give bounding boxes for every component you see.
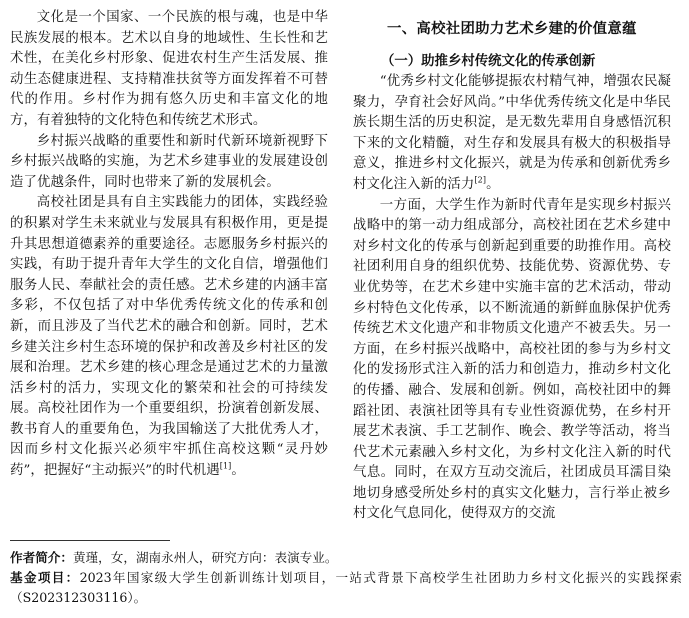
body-paragraph: 文化是一个国家、一个民族的根与魂，也是中华民族发展的根本。艺术以自身的地域性、生长性和艺术性，在美化乡村形象、促进农村生产生活发展、推动生态健康进程、支持精准扶贫等方面发挥着不可替代的作用。乡村作为拥有悠久历史和丰富文化的地方，有着独特的文化特色和传统艺术形式。 [10, 10, 328, 128]
author-note [10, 548, 682, 568]
section-title: 一、高校社团助力艺术乡建的价值意蕴 [387, 21, 637, 37]
author-text: 黄瑾，女，湖南永州人，研究方向：表演专业。 [72, 550, 338, 565]
citation-ref: [2] [474, 175, 487, 185]
right-column [353, 8, 671, 525]
body-paragraph: 乡村振兴战略的重要性和新时代新环境新视野下乡村振兴战略的实施，为艺术乡建事业的发展建设创造了优越条件，同时也带来了新的发展机会。 [10, 133, 328, 190]
paragraph-text: “优秀乡村文化能够提振农村精气神，增强农民凝聚力，孕育社会好风尚。”中华优秀传统文化是中华民族长期生活的历史积淀，是无数先辈用自身感悟沉积下来的文化精髓，对生存和发展具有极大的积极指导意义，推进乡村文化振兴，就是为传承和创新优秀乡村文化注入新的活力 [353, 74, 671, 192]
paragraph-tail: 。 [231, 463, 245, 479]
subsection-title: （一）助推乡村传统文化的传承创新 [381, 53, 596, 69]
body-paragraph: 一方面，大学生作为新时代青年是实现乡村振兴战略中的第一动力组成部分，高校社团在艺术乡建中对乡村文化的传承与创新起到重要的助推作用。高校社团利用自身的组织优势、技能优势、资源优势、专业优势等，在艺术乡建中实施丰富的艺术活动，带动乡村特色文化传承，以不断流通的新鲜血脉保护优秀传统艺术文化遗产和非物质文化遗产不被丢失。另一方面，在乡村振兴战略中，高校社团的参与为乡村文化的发扬形式注入新的活力和创造力，推动乡村文化的传播、融合、发展和创新。例如，高校社团中的舞蹈社团、表演社团等具有专业性资源优势，在乡村开展艺术表演、手工艺制作、晚会、教学等活动，将当代艺术元素融入乡村文化，为乡村文化注入新的时代气息。同时，在双方互动交流后，社团成员耳濡目染地切身感受所处乡村的真实文化魅力，言行举止被乡村文化气息同化，使得双方的交流 [353, 197, 671, 522]
fund-text: 2023年国家级大学生创新训练计划项目，一站式背景下高校学生社团助力乡村文化振兴的实践探索（S202312303116）。 [10, 570, 682, 605]
citation-ref: [1] [219, 461, 232, 471]
left-column [10, 8, 328, 482]
fund-note [10, 568, 682, 608]
body-paragraph [353, 72, 671, 196]
paragraph-text: 高校社团是具有自主实践能力的团体，实践经验的积累对学生未来就业与发展具有积极作用，更是提升其思想道德素养的重要途径。志愿服务乡村振兴的实践，有助于提升青年大学生的文化自信，增强他们服务人民、奉献社会的责任感。艺术乡建的内涵丰富多彩，不仅包括了对中华优秀传统文化的传承和创新，而且涉及了当代艺术的融合和创新。同时，艺术乡建关注乡村生态环境的保护和改善及乡村社区的发展和治理。艺术乡建的核心理念是通过艺术的力量激活乡村的活力，实现文化的繁荣和社会的可持续发展。高校社团作为一个重要组织，扮演着创新发展、教书育人的重要角色，为我国输送了大批优秀人才，因而乡村文化振兴必须牢牢抓住高校这颗“灵丹妙药”，把握好“主动振兴”的时代机遇 [10, 195, 328, 479]
footnote-block [10, 548, 682, 608]
fund-label: 基金项目： [10, 570, 80, 585]
author-label: 作者简介： [10, 550, 73, 565]
body-paragraph [10, 193, 328, 481]
footnote-divider [10, 540, 170, 541]
paragraph-tail: 。 [486, 176, 500, 192]
